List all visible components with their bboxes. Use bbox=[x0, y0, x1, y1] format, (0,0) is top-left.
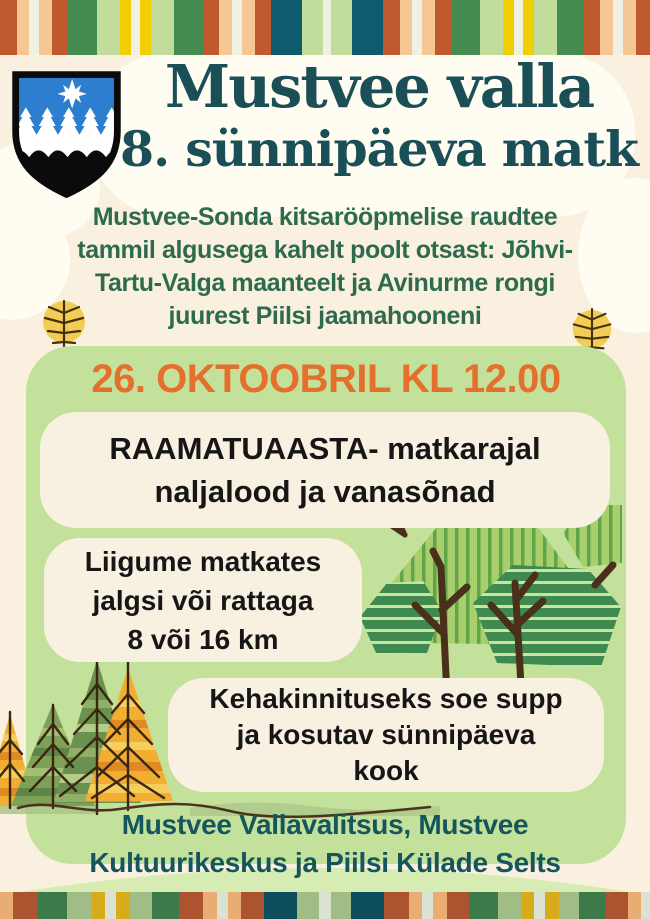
stripe bbox=[116, 892, 129, 919]
info-box-line: jalgsi või rattaga bbox=[92, 584, 314, 616]
stripe bbox=[92, 892, 105, 919]
stripe bbox=[400, 0, 412, 55]
stripe bbox=[302, 0, 323, 55]
stripe bbox=[498, 892, 520, 919]
title-line-2: 8. sünnipäeva matk bbox=[120, 120, 638, 178]
stripe bbox=[97, 0, 120, 55]
stripe bbox=[131, 0, 139, 55]
organizers-line: Mustvee Vallavalitsus, Mustvee bbox=[121, 809, 529, 840]
stripe bbox=[151, 0, 174, 55]
round-leaf-tree-icon bbox=[40, 299, 88, 353]
subtitle-line: juurest Piilsi jaamahooneni bbox=[168, 302, 482, 330]
subtitle bbox=[10, 201, 640, 333]
stripe bbox=[323, 0, 331, 55]
stripe bbox=[579, 892, 606, 919]
stripe bbox=[67, 892, 92, 919]
organizers-line: Kultuurikeskus ja Piilsi Külade Selts bbox=[89, 847, 561, 878]
stripe bbox=[545, 892, 558, 919]
stripe bbox=[384, 892, 409, 919]
stripe bbox=[140, 0, 151, 55]
stripe bbox=[451, 0, 480, 55]
stripe bbox=[203, 892, 216, 919]
subtitle-line: Tartu-Valga maanteelt ja Avinurme rongi bbox=[95, 269, 555, 297]
stripe bbox=[534, 0, 557, 55]
info-box-line: Liigume matkates bbox=[84, 545, 322, 577]
stripe bbox=[613, 0, 623, 55]
stripe bbox=[174, 0, 203, 55]
stripe bbox=[217, 892, 228, 919]
stripe bbox=[179, 892, 204, 919]
stripe bbox=[105, 892, 116, 919]
stripe bbox=[514, 0, 522, 55]
bottom-stripe-border bbox=[0, 892, 650, 919]
page-title bbox=[116, 54, 642, 178]
stripe bbox=[228, 892, 241, 919]
stripe bbox=[422, 0, 434, 55]
stripe bbox=[447, 892, 469, 919]
subtitle-line: Mustvee-Sonda kitsarööpmelise raudtee bbox=[92, 203, 558, 231]
organizers bbox=[0, 806, 650, 882]
info-box-food bbox=[168, 678, 604, 792]
stripe bbox=[232, 0, 242, 55]
stripe bbox=[351, 892, 385, 919]
stripe bbox=[17, 0, 29, 55]
stripe bbox=[319, 892, 330, 919]
stripe bbox=[297, 892, 319, 919]
stripe bbox=[52, 0, 69, 55]
stripe bbox=[68, 0, 97, 55]
stripe bbox=[38, 892, 67, 919]
stripe bbox=[331, 0, 352, 55]
stripe bbox=[271, 0, 302, 55]
stripe bbox=[219, 0, 231, 55]
info-box-line: 8 või 16 km bbox=[127, 623, 279, 655]
stripe bbox=[480, 0, 503, 55]
info-box-line: naljalood ja vanasõnad bbox=[154, 474, 496, 509]
mustvee-coat-of-arms-icon bbox=[10, 64, 123, 205]
info-box-line: kook bbox=[353, 755, 419, 786]
info-box-line: ja kosutav sünnipäeva bbox=[236, 719, 536, 750]
info-box-theme bbox=[40, 412, 610, 528]
stripe bbox=[352, 0, 383, 55]
stripe bbox=[130, 892, 152, 919]
stripe bbox=[412, 0, 422, 55]
stripe bbox=[641, 892, 650, 919]
title-line-1: Mustvee valla bbox=[164, 52, 594, 121]
stripe bbox=[534, 892, 545, 919]
stripe bbox=[264, 892, 298, 919]
stripe bbox=[628, 892, 641, 919]
subtitle-line: tammil algusega kahelt poolt otsast: Jõhvi- bbox=[77, 236, 573, 264]
stripe bbox=[255, 0, 272, 55]
stripe bbox=[409, 892, 422, 919]
stripe bbox=[152, 892, 179, 919]
stripe bbox=[13, 892, 38, 919]
stripe bbox=[242, 0, 254, 55]
stripe bbox=[39, 0, 51, 55]
stripe bbox=[203, 0, 220, 55]
stripe bbox=[241, 892, 263, 919]
stripe bbox=[435, 0, 452, 55]
stripe bbox=[469, 892, 498, 919]
top-stripe-border bbox=[0, 0, 650, 55]
stripe bbox=[422, 892, 433, 919]
info-box-line: Kehakinnituseks soe supp bbox=[209, 683, 563, 714]
stripe bbox=[29, 0, 39, 55]
stripe bbox=[600, 0, 612, 55]
stripe bbox=[120, 0, 131, 55]
info-box-distance bbox=[44, 538, 362, 662]
info-box-line: RAAMATUAASTA- matkarajal bbox=[109, 431, 541, 466]
stripe bbox=[584, 0, 601, 55]
stripe bbox=[433, 892, 446, 919]
event-date: 26. OKTOOBRIL KL 12.00 bbox=[91, 357, 561, 401]
stripe bbox=[383, 0, 400, 55]
stripe bbox=[623, 0, 635, 55]
stripe bbox=[523, 0, 534, 55]
stripe bbox=[521, 892, 534, 919]
stripe bbox=[605, 892, 627, 919]
stripe bbox=[557, 0, 584, 55]
stripe bbox=[0, 892, 13, 919]
stripe bbox=[636, 0, 650, 55]
stripe bbox=[331, 892, 351, 919]
stripe bbox=[0, 0, 17, 55]
stripe bbox=[503, 0, 514, 55]
stripe bbox=[559, 892, 579, 919]
